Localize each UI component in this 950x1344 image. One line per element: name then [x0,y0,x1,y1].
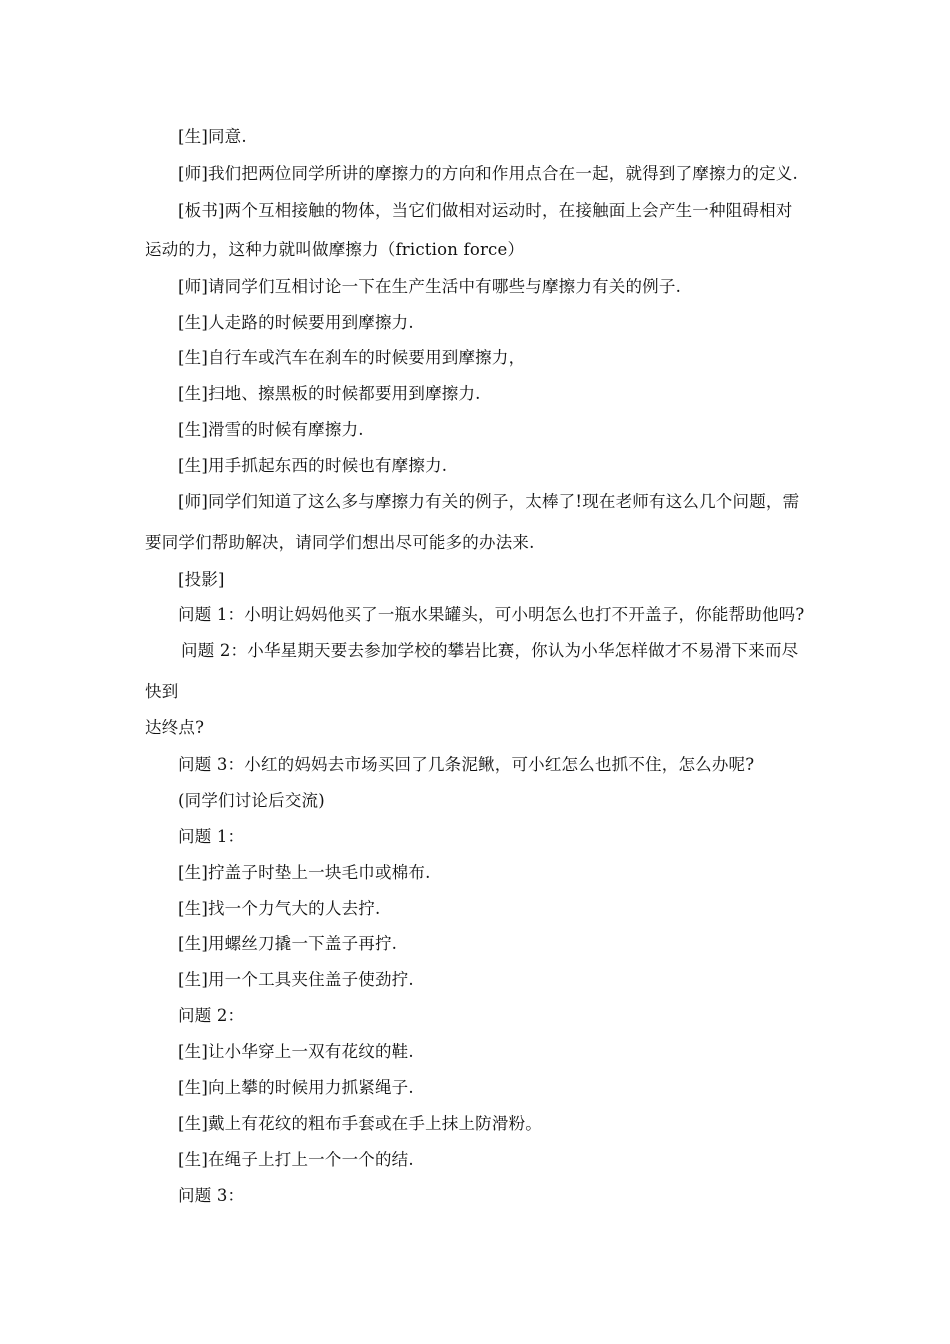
text-line: [生]拧盖子时垫上一块毛巾或棉布. [178,863,431,882]
text-line: [师]同学们知道了这么多与摩擦力有关的例子，太棒了!现在老师有这么几个问题，需 [178,492,800,511]
text-line: (同学们讨论后交流) [178,791,325,810]
text-line: [师]请同学们互相讨论一下在生产生活中有哪些与摩擦力有关的例子. [178,277,682,296]
text-line: 问题 2： [178,1006,245,1025]
text-line: [板书]两个互相接触的物体，当它们做相对运动时，在接触面上会产生一种阻碍相对 [178,201,793,220]
text-line: [生]在绳子上打上一个一个的结. [178,1150,414,1169]
text-line: 快到 [145,682,179,701]
text-line: [生]向上攀的时候用力抓紧绳子. [178,1078,414,1097]
text-line: 问题 1：小明让妈妈他买了一瓶水果罐头，可小明怎么也打不开盖子，你能帮助他吗? [178,605,805,624]
text-line: 问题 3： [178,1186,245,1205]
text-line: [生]戴上有花纹的粗布手套或在手上抹上防滑粉。 [178,1114,542,1133]
text-line: [生]用手抓起东西的时候也有摩擦力. [178,456,448,475]
text-line: [生]同意. [178,127,247,146]
text-line: [生]让小华穿上一双有花纹的鞋. [178,1042,414,1061]
text-line: [投影] [178,570,225,589]
text-line: [师]我们把两位同学所讲的摩擦力的方向和作用点合在一起，就得到了摩擦力的定义. [178,164,798,183]
text-line: 问题 1： [178,827,245,846]
text-line: 达终点? [145,718,205,737]
text-line: [生]扫地、擦黑板的时候都要用到摩擦力. [178,384,481,403]
text-line: 问题 3：小红的妈妈去市场买回了几条泥鳅，可小红怎么也抓不住，怎么办呢? [178,755,755,774]
text-line: 运动的力，这种力就叫做摩擦力（friction force） [145,240,525,259]
text-line: [生]滑雪的时候有摩擦力. [178,420,364,439]
text-line: [生]用螺丝刀撬一下盖子再拧. [178,934,398,953]
text-line: [生]用一个工具夹住盖子使劲拧. [178,970,414,989]
text-line: [生]找一个力气大的人去拧. [178,899,381,918]
text-line: [生]人走路的时候要用到摩擦力. [178,313,414,332]
text-line: 要同学们帮助解决，请同学们想出尽可能多的办法来. [145,533,535,552]
text-line: 问题 2：小华星期天要去参加学校的攀岩比赛，你认为小华怎样做才不易滑下来而尽 [181,641,799,660]
text-line: [生]自行车或汽车在刹车的时候要用到摩擦力， [178,348,526,367]
